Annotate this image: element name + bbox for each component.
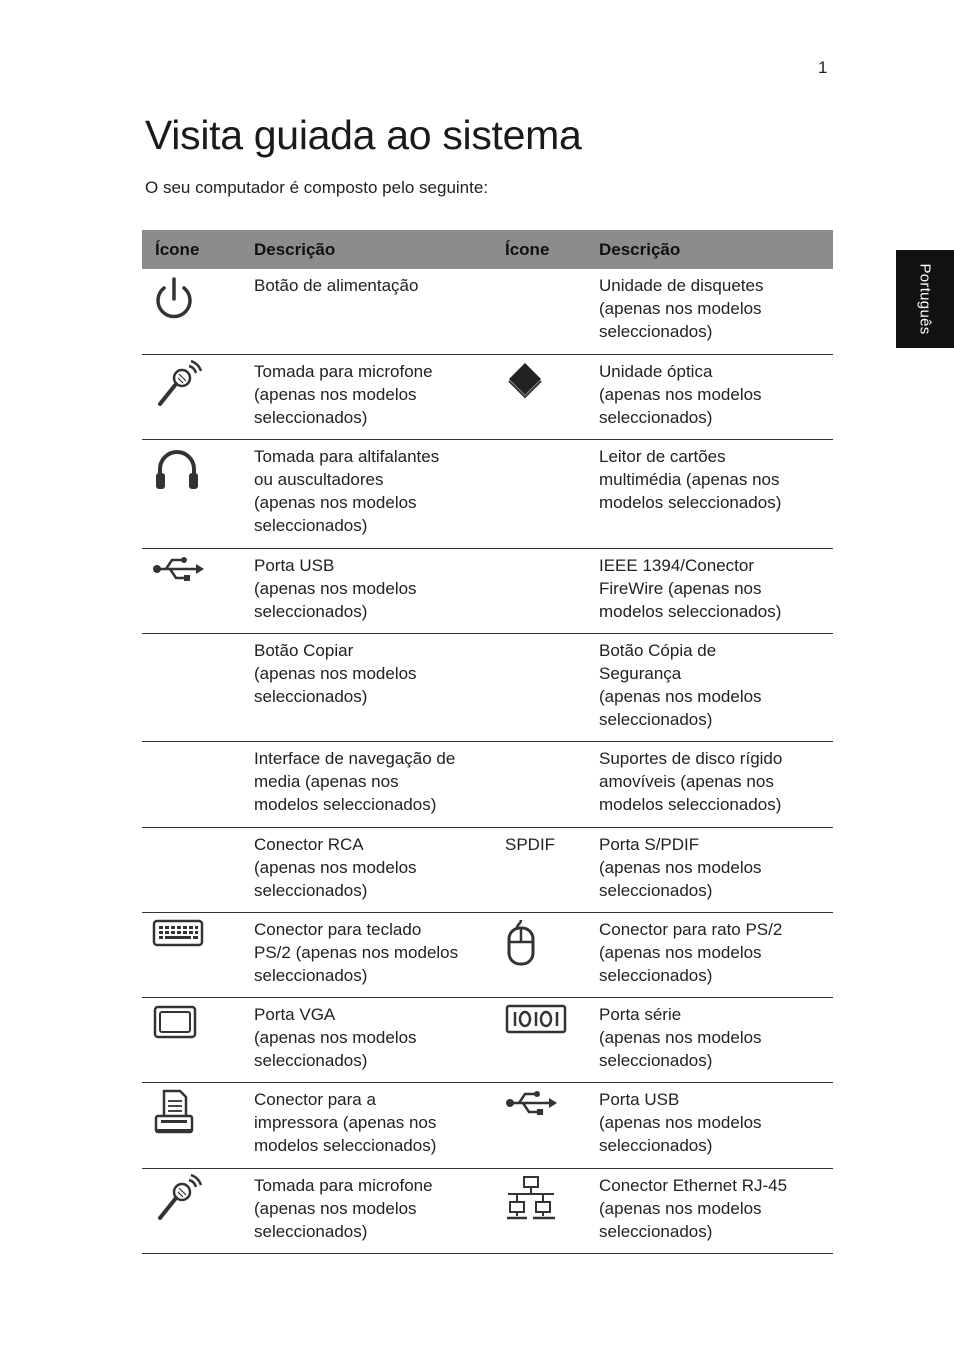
description-cell: Botão Copiar (apenas nos modelos seleccionados) (242, 633, 490, 741)
description-cell: Unidade de disquetes (apenas nos modelos seleccionados) (587, 269, 833, 354)
icon-cell (490, 354, 587, 439)
components-table (142, 230, 833, 1254)
description-cell: IEEE 1394/Conector FireWire (apenas nos modelos seleccionados) (587, 548, 833, 633)
table-row (142, 1082, 833, 1168)
icon-cell (142, 439, 242, 548)
microphone-icon (152, 1174, 242, 1230)
power-icon (152, 274, 242, 330)
table-row (142, 741, 833, 827)
description-cell: Interface de navegação de media (apenas nos modelos seleccionados) (242, 741, 490, 827)
icon-cell (490, 1082, 587, 1168)
description-cell: Tomada para microfone (apenas nos modelos seleccionados) (242, 354, 490, 439)
header-icon-1: Ícone (155, 240, 200, 259)
description-cell: Unidade óptica (apenas nos modelos seleccionados) (587, 354, 833, 439)
table-row (142, 269, 833, 354)
icon-cell (490, 1168, 587, 1253)
microphone-icon (152, 360, 242, 416)
icon-cell (142, 269, 242, 354)
header-description-2: Descrição (599, 240, 681, 259)
icon-cell (490, 548, 587, 633)
icon-cell (490, 912, 587, 997)
icon-cell (142, 354, 242, 439)
serial-port-icon (505, 1003, 587, 1041)
header-description-1: Descrição (254, 240, 336, 259)
language-tab (896, 250, 954, 348)
description-cell: Tomada para microfone (apenas nos modelos seleccionados) (242, 1168, 490, 1253)
description-cell: Porta série (apenas nos modelos seleccionados) (587, 997, 833, 1082)
icon-cell (490, 439, 587, 548)
table-row (142, 439, 833, 548)
icon-cell (142, 912, 242, 997)
headphones-icon (152, 445, 242, 501)
description-cell: Leitor de cartões multimédia (apenas nos modelos seleccionados) (587, 439, 833, 548)
icon-cell (490, 633, 587, 741)
description-cell: Conector para a impressora (apenas nos modelos seleccionados) (242, 1082, 490, 1168)
description-cell: Tomada para altifalantes ou auscultadores (apenas nos modelos seleccionados) (242, 439, 490, 548)
icon-cell (490, 997, 587, 1082)
usb-icon (152, 554, 242, 590)
icon-cell (142, 1082, 242, 1168)
description-cell: Conector para teclado PS/2 (apenas nos modelos seleccionados) (242, 912, 490, 997)
icon-cell (142, 633, 242, 741)
table-row (142, 912, 833, 997)
intro-text: O seu computador é composto pelo seguinte: (145, 178, 489, 197)
table-row (142, 548, 833, 633)
spdif-label: SPDIF (505, 834, 556, 854)
page-title: Visita guiada ao sistema (145, 112, 582, 158)
icon-cell (142, 1168, 242, 1253)
icon-cell (142, 997, 242, 1082)
description-cell: Porta USB (apenas nos modelos seleccionados) (242, 548, 490, 633)
description-cell: Porta S/PDIF (apenas nos modelos seleccionados) (587, 827, 833, 912)
description-cell: Conector RCA (apenas nos modelos seleccionados) (242, 827, 490, 912)
icon-cell (142, 827, 242, 912)
monitor-icon (152, 1003, 242, 1049)
description-cell: Conector Ethernet RJ-45 (apenas nos modelos seleccionados) (587, 1168, 833, 1253)
table-header-row (142, 230, 833, 269)
keyboard-icon (152, 918, 242, 954)
icon-cell (490, 827, 587, 912)
table-row (142, 633, 833, 741)
description-cell: Conector para rato PS/2 (apenas nos modelos seleccionados) (587, 912, 833, 997)
description-cell: Suportes de disco rígido amovíveis (apenas nos modelos seleccionados) (587, 741, 833, 827)
description-cell: Botão de alimentação (242, 269, 490, 354)
table-row (142, 997, 833, 1082)
description-cell: Porta VGA (apenas nos modelos seleccionados) (242, 997, 490, 1082)
description-cell: Porta USB (apenas nos modelos seleccionados) (587, 1082, 833, 1168)
mouse-icon (505, 918, 587, 974)
printer-icon (152, 1088, 242, 1144)
icon-cell (142, 741, 242, 827)
page-number: 1 (818, 58, 828, 77)
table-row (142, 827, 833, 912)
header-icon-2: Ícone (505, 240, 550, 259)
icon-cell (490, 269, 587, 354)
optical-drive-icon (505, 360, 587, 406)
icon-cell (490, 741, 587, 827)
language-tab-label: Português (916, 263, 934, 335)
table-row (142, 1168, 833, 1253)
description-cell: Botão Cópia de Segurança (apenas nos modelos seleccionados) (587, 633, 833, 741)
network-icon (505, 1174, 587, 1230)
usb-icon (505, 1088, 587, 1124)
table-row (142, 354, 833, 439)
icon-cell (142, 548, 242, 633)
